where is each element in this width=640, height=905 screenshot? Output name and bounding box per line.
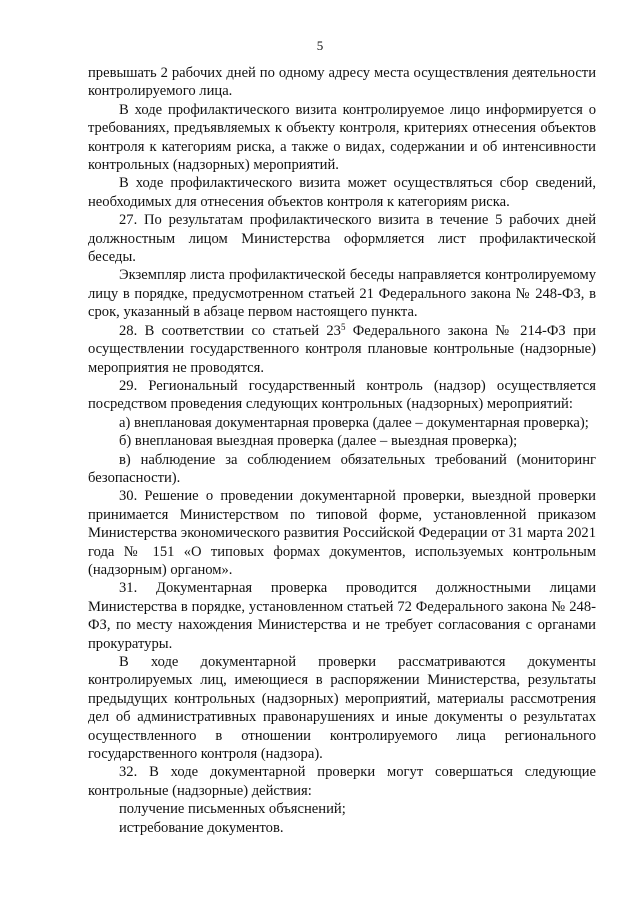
paragraph: 29. Региональный государственный контроль (надзор) осуществляется посредством проведения следующих контрольных (надзорных) мероприятий: bbox=[88, 377, 596, 413]
document-body bbox=[88, 64, 596, 837]
paragraph-text: 28. В соответствии со статьей 23 bbox=[119, 322, 341, 339]
paragraph: а) внеплановая документарная проверка (далее – документарная проверка); bbox=[119, 414, 589, 431]
paragraph-text: Федерального закона № 214-ФЗ при осуществлении государственного контроля плановые контрольные (надзорные) мероприятия не проводятся. bbox=[88, 322, 596, 376]
paragraph: В ходе документарной проверки рассматриваются документы контролируемых лиц, имеющиеся в распоряжении Министерства, результаты предыдущих контрольных (надзорных) мероприятий, материалы рассмотрения дел об административных правонарушениях и иные документы о результатах осуществленного в отношении контролируемого лица регионального государственного контроля (надзора). bbox=[88, 654, 596, 763]
paragraph: в) наблюдение за соблюдением обязательных требований (мониторинг безопасности). bbox=[88, 451, 596, 486]
paragraph: В ходе профилактического визита контролируемое лицо информируется о требованиях, предъявляемых к объекту контроля, критериях отнесения объектов контроля к категориям риска, а также о видах, содержании и об интенсивности контрольных (надзорных) мероприятий. bbox=[88, 101, 596, 174]
paragraph: получение письменных объяснений; bbox=[119, 801, 346, 818]
paragraph: Экземпляр листа профилактической беседы направляется контролируемому лицу в порядке, предусмотренном статьей 21 Федерального закона № 248-ФЗ, в срок, указанный в абзаце первом настоящего пункта. bbox=[88, 267, 596, 321]
paragraph: 27. По результатам профилактического визита в течение 5 рабочих дней должностным лицом Министерства оформляется лист профилактической беседы. bbox=[88, 212, 596, 266]
paragraph: б) внеплановая выездная проверка (далее – выездная проверка); bbox=[119, 433, 518, 450]
paragraph: 31. Документарная проверка проводится должностными лицами Министерства в порядке, установленном статьей 72 Федерального закона № 248-ФЗ, по месту нахождения Министерства и не требует согласования с органами прокуратуры. bbox=[88, 580, 596, 652]
paragraph: превышать 2 рабочих дней по одному адресу места осуществления деятельности контролируемого лица. bbox=[88, 65, 596, 100]
paragraph: 32. В ходе документарной проверки могут совершаться следующие контрольные (надзорные) действия: bbox=[88, 764, 596, 799]
paragraph: 30. Решение о проведении документарной проверки, выездной проверки принимается Министерством по типовой форме, установленной приказом Министерства экономического развития Российской Федерации от 31 марта 2021 года № 151 «О типовых формах документов, используемых контрольным (надзорным) органом». bbox=[88, 488, 596, 578]
paragraph: В ходе профилактического визита может осуществляться сбор сведений, необходимых для отнесения объектов контроля к категориям риска. bbox=[88, 175, 596, 210]
superscript: 5 bbox=[340, 321, 346, 332]
paragraph: истребование документов. bbox=[119, 819, 284, 836]
page-number: 5 bbox=[316, 38, 324, 53]
paragraph bbox=[88, 322, 596, 377]
